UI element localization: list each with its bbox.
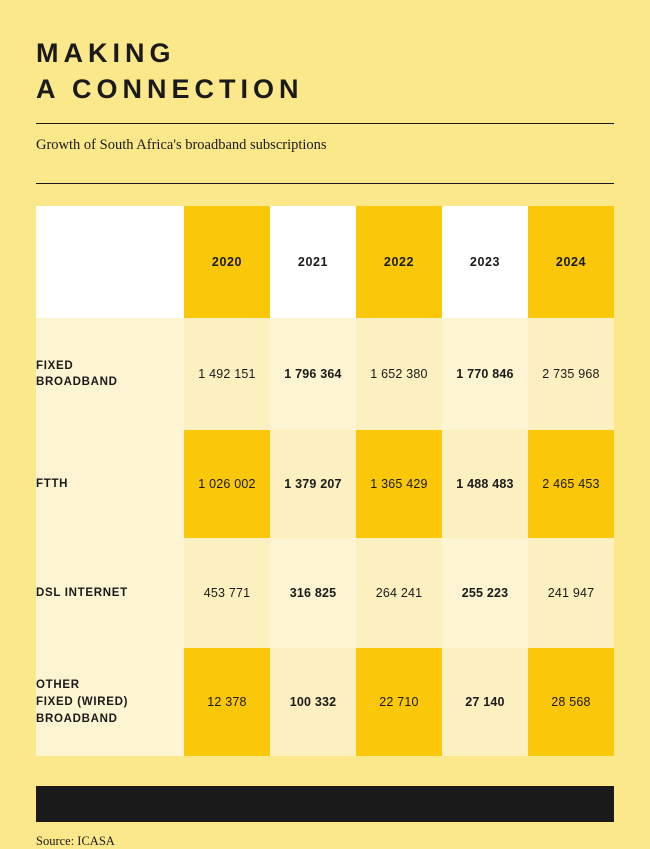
row-label-ftth: FTTH: [36, 430, 184, 538]
cell-other-fixed-2024: 28 568: [528, 648, 614, 756]
cell-other-fixed-2022: 22 710: [356, 648, 442, 756]
cell-fixed-broadband-2022: 1 652 380: [356, 318, 442, 430]
cell-ftth-2020: 1 026 002: [184, 430, 270, 538]
row-label-dsl-internet: DSL INTERNET: [36, 538, 184, 648]
cell-dsl-internet-2024: 241 947: [528, 538, 614, 648]
cell-fixed-broadband-2020: 1 492 151: [184, 318, 270, 430]
cell-ftth-2023: 1 488 483: [442, 430, 528, 538]
page-subtitle: Growth of South Africa's broadband subscriptions: [36, 137, 327, 154]
source-caption: Source: ICASA: [36, 834, 115, 849]
row-label-line-1: OTHER: [36, 679, 80, 692]
row-label-line-3: BROADBAND: [36, 712, 118, 725]
cell-other-fixed-2021: 100 332: [270, 648, 356, 756]
table-row: [36, 648, 614, 756]
cell-fixed-broadband-2023: 1 770 846: [442, 318, 528, 430]
table-header-2020: 2020: [184, 206, 270, 318]
page-title: [36, 36, 614, 107]
cell-dsl-internet-2022: 264 241: [356, 538, 442, 648]
cell-fixed-broadband-2024: 2 735 968: [528, 318, 614, 430]
divider-bottom: [36, 183, 614, 184]
table-header-2023: 2023: [442, 206, 528, 318]
data-table-wrapper: [36, 206, 614, 756]
cell-ftth-2022: 1 365 429: [356, 430, 442, 538]
table-row: [36, 538, 614, 648]
row-label-line-2: FIXED (WIRED): [36, 695, 129, 708]
broadband-table: [36, 206, 614, 756]
table-header-2022: 2022: [356, 206, 442, 318]
row-label-line-2: BROADBAND: [36, 376, 118, 389]
cell-fixed-broadband-2021: 1 796 364: [270, 318, 356, 430]
table-header-row: [36, 206, 614, 318]
row-label-fixed-broadband: [36, 318, 184, 430]
table-header-2024: 2024: [528, 206, 614, 318]
cell-dsl-internet-2021: 316 825: [270, 538, 356, 648]
cell-other-fixed-2023: 27 140: [442, 648, 528, 756]
footer-bar: [36, 786, 614, 822]
cell-ftth-2021: 1 379 207: [270, 430, 356, 538]
table-row: [36, 430, 614, 538]
title-line-1: MAKING: [36, 38, 176, 68]
table-row: [36, 318, 614, 430]
cell-dsl-internet-2020: 453 771: [184, 538, 270, 648]
row-label-other-fixed-wired-broadband: [36, 648, 184, 756]
cell-ftth-2024: 2 465 453: [528, 430, 614, 538]
cell-other-fixed-2020: 12 378: [184, 648, 270, 756]
table-header-2021: 2021: [270, 206, 356, 318]
row-label-line-1: FIXED: [36, 359, 74, 372]
table-header-corner: [36, 206, 184, 318]
title-line-2: A CONNECTION: [36, 73, 304, 104]
cell-dsl-internet-2023: 255 223: [442, 538, 528, 648]
